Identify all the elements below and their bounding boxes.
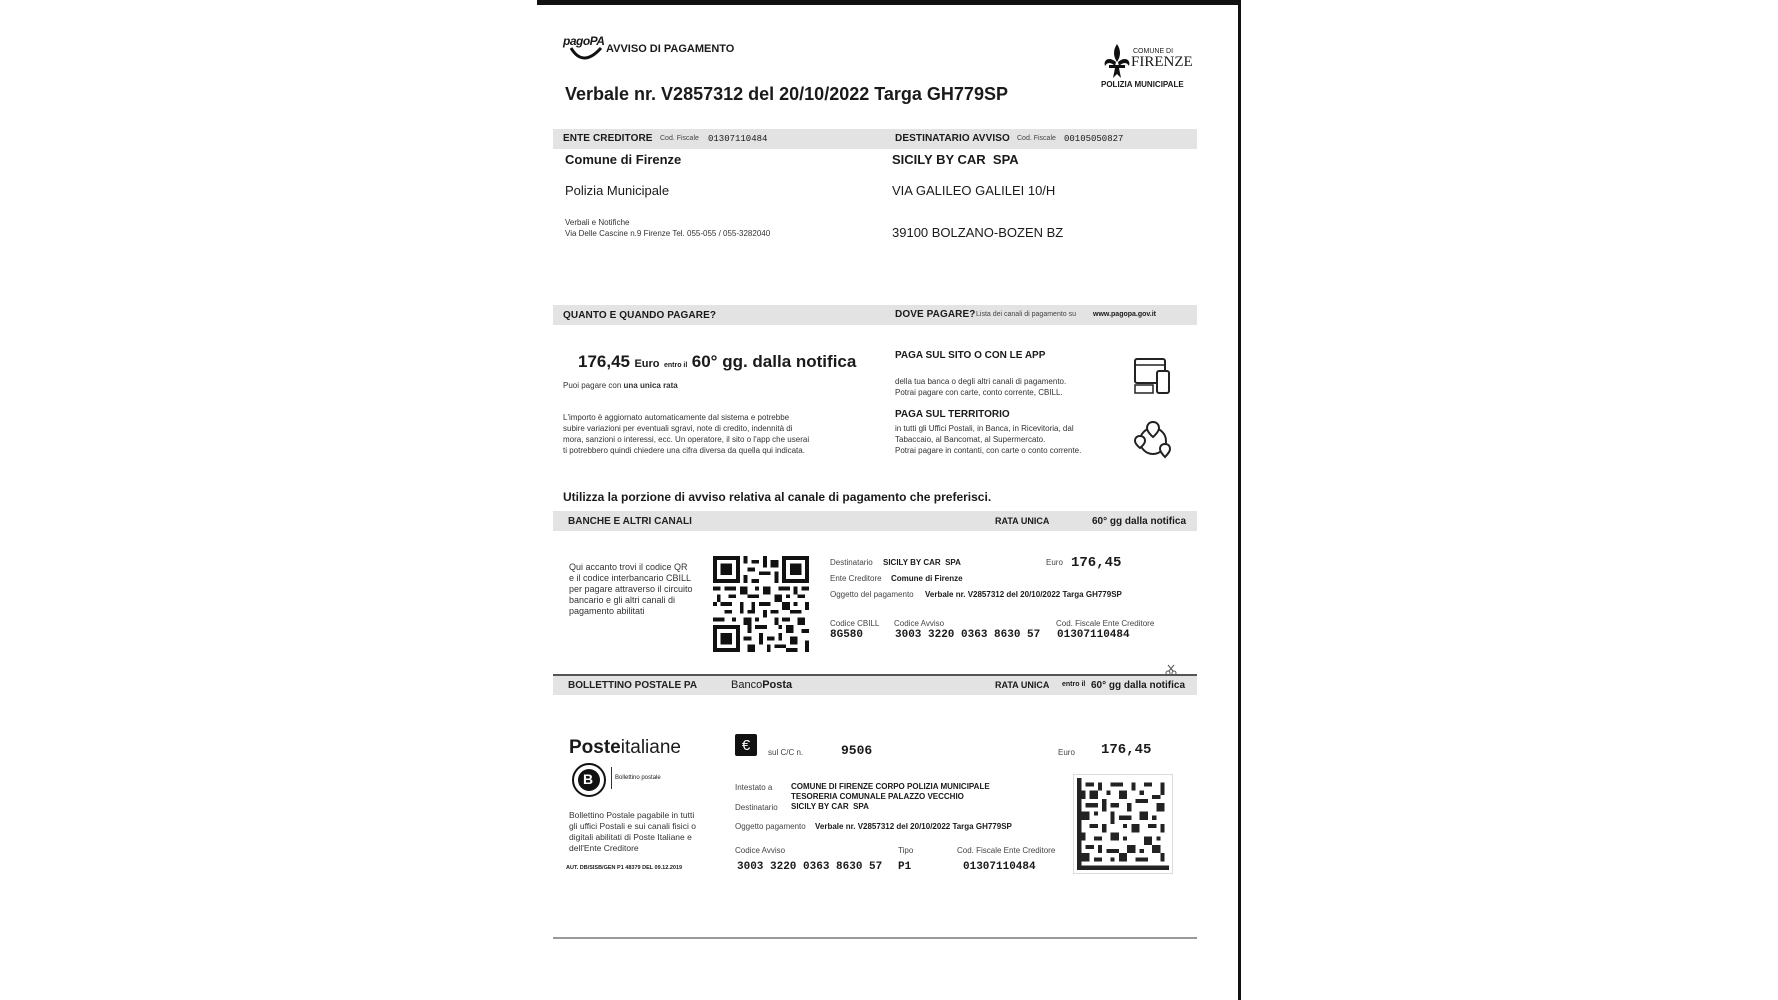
pagopa-logo-text: pagoPA [563, 34, 605, 48]
online-title: PAGA SUL SITO O CON LE APP [895, 350, 1046, 361]
postal-rata: RATA UNICA [995, 680, 1050, 690]
bank-description-line: per pagare attraverso il circuito [569, 584, 693, 594]
disclaimer-line: L'importo è aggiornato automaticamente dal sistema e potrebbe [563, 413, 790, 422]
pagopa-logo [563, 34, 607, 69]
creditor-name: Comune di Firenze [565, 152, 682, 167]
poste-italiane-logo [569, 737, 681, 759]
cbill-label: Codice CBILL [830, 619, 880, 628]
bank-ente-value: Comune di Firenze [891, 574, 963, 583]
creditor-cf: 01307110484 [708, 134, 768, 144]
badge-text: Bollettino postale [615, 775, 661, 781]
poste-logo-part: Poste [569, 737, 621, 758]
where-label: DOVE PAGARE? [895, 309, 976, 320]
bank-oggetto-value: Verbale nr. V2857312 del 20/10/2022 Targa GH779SP [925, 590, 1122, 599]
bank-description [569, 562, 709, 617]
postal-cf-value: 01307110484 [963, 861, 1036, 873]
postal-oggetto-value: Verbale nr. V2857312 del 20/10/2022 Targa GH779SP [815, 822, 1012, 831]
deadline: 60° gg. dalla notifica [691, 352, 857, 371]
postal-cf-label: Cod. Fiscale Ente Creditore [957, 846, 1056, 855]
postal-description-line: Bollettino Postale pagabile in tutti [569, 810, 695, 820]
creditor-label: ENTE CREDITORE [563, 133, 653, 144]
postal-by: entro il [1062, 681, 1086, 688]
local-text-line: Potrai pagare in contanti, con carte o conto corrente. [895, 446, 1082, 455]
postal-description-line: dell'Ente Creditore [569, 843, 639, 853]
bank-cf-value: 01307110484 [1057, 629, 1130, 641]
tipo-label: Tipo [898, 846, 914, 855]
intestato-value: TESORERIA COMUNALE PALAZZO VECCHIO [791, 792, 964, 801]
notice-title: Verbale nr. V2857312 del 20/10/2022 Targa GH779SP [565, 84, 1008, 104]
local-title: PAGA SUL TERRITORIO [895, 409, 1010, 420]
how-label: QUANTO E QUANDO PAGARE? [563, 310, 717, 321]
bank-description-line: bancario e gli altri canali di [569, 595, 676, 605]
cbill-value: 8G580 [830, 629, 864, 641]
logo-firenze: FIRENZE [1131, 54, 1193, 70]
bottom-divider [553, 937, 1197, 939]
tipo-value: P1 [898, 861, 912, 873]
where-site[interactable]: www.pagopa.gov.it [1093, 311, 1156, 318]
bank-oggetto-label: Oggetto del pagamento [830, 590, 914, 599]
installment-prefix: Puoi pagare con [563, 381, 622, 390]
recipient-cf: 00105050827 [1064, 134, 1124, 144]
installment-line [563, 381, 678, 390]
recipient-label: DESTINATARIO AVVISO [895, 133, 1010, 144]
bank-description-line: pagamento abilitati [569, 606, 645, 616]
postal-euro-label: Euro [1058, 748, 1075, 757]
parties-header-bar [553, 129, 1197, 149]
postal-dest-value: SICILY BY CAR SPA [791, 802, 869, 811]
bank-header-bar [553, 511, 1197, 531]
bancoposta-logo [731, 679, 792, 691]
bancoposta-logo-part: Banco [731, 679, 763, 691]
postal-description-line: digitali abilitati di Poste Italiane e [569, 832, 692, 842]
creditor-cf-label: Cod. Fiscale [660, 135, 699, 142]
local-text-line: in tutti gli Uffici Postali, in Banca, in Ricevitoria, dal [895, 424, 1074, 433]
poste-logo-part: italiane [620, 737, 681, 758]
recipient-cf-label: Cod. Fiscale [1017, 135, 1056, 142]
installment: una unica rata [623, 381, 678, 390]
svg-text:€: € [741, 737, 751, 754]
territory-map-icon [1133, 420, 1173, 460]
online-text [895, 376, 1066, 398]
amount-line [578, 352, 856, 372]
badge-letter: B [583, 771, 594, 787]
bank-euro-label: Euro [1046, 558, 1063, 567]
badge-divider [611, 767, 612, 789]
postal-avviso-value: 3003 3220 0363 8630 57 [737, 861, 883, 873]
postal-euro-value: 176,45 [1101, 742, 1152, 758]
bank-dest-value: SICILY BY CAR SPA [883, 558, 961, 567]
logo-comune-di: COMUNE DI [1133, 48, 1174, 55]
intestato-value: COMUNE DI FIRENZE CORPO POLIZIA MUNICIPALE [791, 782, 990, 791]
disclaimer-line: mora, sanzioni o interessi, ecc. Un operatore, il sito o l'app che userai [563, 435, 810, 444]
creditor-address: Via Delle Cascine n.9 Firenze Tel. 055-055 / 055-3282040 [565, 229, 771, 238]
bank-deadline: 60° gg dalla notifica [1092, 516, 1187, 527]
logo-polizia-municipale: POLIZIA MUNICIPALE [1101, 80, 1184, 89]
postal-oggetto-label: Oggetto pagamento [735, 822, 806, 831]
recipient-name: SICILY BY CAR SPA [892, 152, 1019, 167]
qr-code[interactable] [713, 556, 809, 652]
bank-rata: RATA UNICA [995, 516, 1050, 526]
disclaimer-line: subire variazioni per eventuali sgravi, note di credito, indennità di [563, 424, 793, 433]
page-right-border [1238, 0, 1241, 1000]
intestato-label: Intestato a [735, 783, 773, 792]
online-text-line: Potrai pagare con carte, conto corrente, CBILL. [895, 388, 1063, 397]
disclaimer [563, 412, 883, 456]
postal-header-bar [553, 674, 1197, 695]
how-where-header-bar [553, 305, 1197, 325]
where-hint: Lista dei canali di pagamento su [976, 311, 1077, 318]
bank-euro-value: 176,45 [1071, 555, 1122, 571]
amount: 176,45 [578, 352, 630, 371]
euro-icon [735, 734, 757, 756]
bank-avviso-value: 3003 3220 0363 8630 57 [895, 629, 1041, 641]
recipient-city: 39100 BOLZANO-BOZEN BZ [892, 225, 1064, 240]
postal-label: BOLLETTINO POSTALE PA [568, 680, 698, 691]
postal-dest-label: Destinatario [735, 803, 778, 812]
creditor-dept: Polizia Municipale [565, 183, 670, 198]
postal-avviso-label: Codice Avviso [735, 846, 786, 855]
amount-by: entro il [663, 362, 688, 369]
postal-authorization: AUT. DB/SISB/GEN P1 48379 DEL 09.12.2019 [566, 865, 683, 871]
postal-description [569, 810, 719, 854]
amount-currency: Euro [634, 358, 660, 370]
fleur-de-lis-icon [1101, 42, 1133, 82]
bank-description-line: Qui accanto trovi il codice QR [569, 562, 688, 572]
channel-instruction: Utilizza la porzione di avviso relativa al canale di pagamento che preferisci. [563, 490, 992, 504]
datamatrix-code[interactable] [1073, 774, 1173, 874]
bank-ente-label: Ente Creditore [830, 574, 882, 583]
bank-avviso-label: Codice Avviso [894, 619, 945, 628]
bank-label: BANCHE E ALTRI CANALI [568, 516, 692, 527]
local-text-line: Tabaccaio, al Bancomat, al Supermercato. [895, 435, 1046, 444]
notice-label: AVVISO DI PAGAMENTO [606, 43, 735, 55]
creditor-office: Verbali e Notifiche [565, 218, 630, 227]
cc-value: 9506 [841, 743, 873, 758]
bank-description-line: e il codice interbancario CBILL [569, 573, 692, 583]
disclaimer-line: ti potrebbero quindi chiedere una cifra diversa da quella qui indicata. [563, 446, 805, 455]
cc-label: sul C/C n. [768, 748, 804, 757]
bancoposta-logo-part: Posta [762, 679, 793, 691]
payment-notice-document [553, 0, 1198, 1000]
bank-cf-label: Cod. Fiscale Ente Creditore [1056, 619, 1155, 628]
online-text-line: della tua banca o degli altri canali di pagamento. [895, 377, 1067, 386]
local-text [895, 423, 1081, 456]
bank-dest-label: Destinatario [830, 558, 873, 567]
postal-description-line: gli uffici Postali e sui canali fisici o [569, 821, 696, 831]
devices-icon [1133, 357, 1173, 395]
postal-deadline: 60° gg dalla notifica [1091, 680, 1186, 691]
recipient-street: VIA GALILEO GALILEI 10/H [892, 183, 1056, 198]
